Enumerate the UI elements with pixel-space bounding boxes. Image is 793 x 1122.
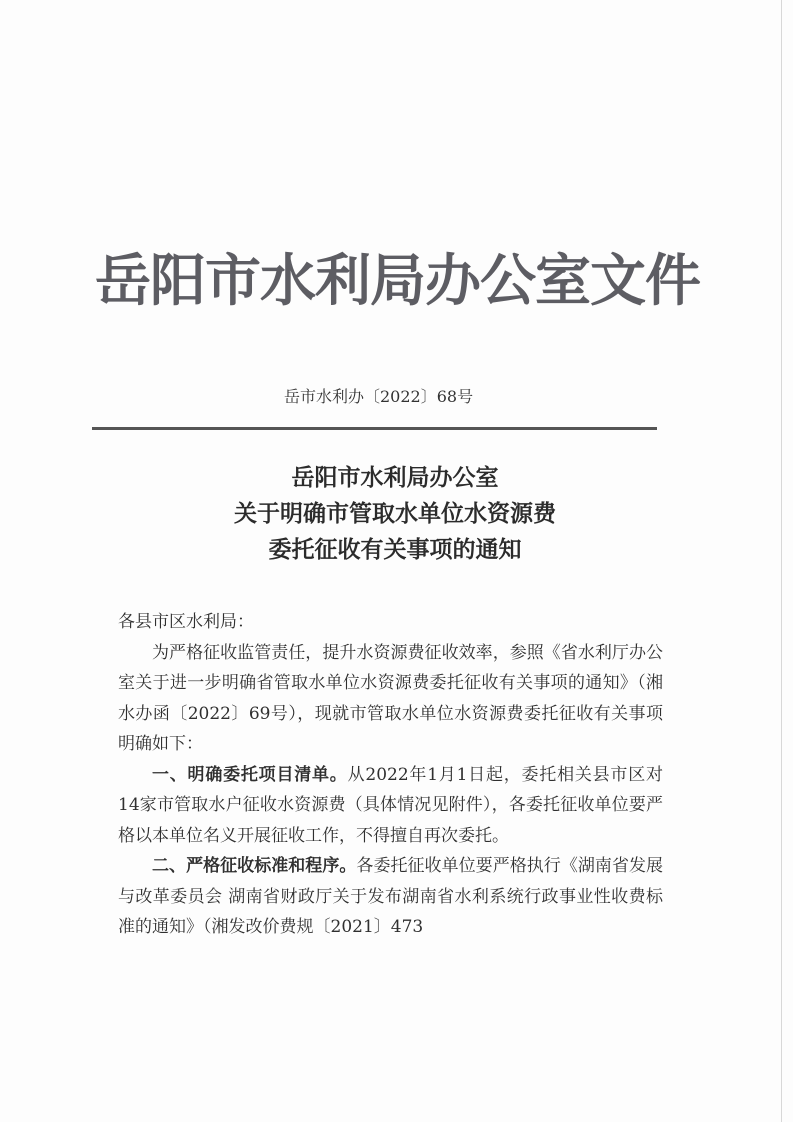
notice-body (118, 607, 663, 943)
section-2-text: 各委托征收单位要严格执行《湖南省发展与改革委员会 湖南省财政厅关于发布湖南省水利系统行政事业性收费标准的通知》（湘发改价费规〔2021〕473 (118, 856, 664, 937)
notice-title-line-3: 委托征收有关事项的通知 (268, 537, 522, 563)
section-1-text: 从2022年1月1日起，委托相关县市区对14家市管取水户征收水资源费（具体情况见附件），各委托征收单位要严格以本单位名义开展征收工作，不得擅自再次委托。 (118, 764, 663, 846)
document-number: 岳市水利办〔2022〕68号 (284, 387, 474, 406)
intro-paragraph: 为严格征收监管责任，提升水资源费征收效率，参照《省水利厅办公室关于进一步明确省管取水单位水资源费委托征收有关事项的通知》（湘水办函〔2022〕69号），现就市管取水单位水资源费委托征收有关事项明确如下： (118, 642, 663, 754)
section-2-paragraph (118, 851, 663, 943)
page-edge (781, 0, 782, 1122)
salutation: 各县市区水利局： (118, 612, 254, 632)
document-header-title: 岳阳市水利局办公室文件 (95, 249, 700, 314)
section-2-heading: 二、严格征收标准和程序。 (152, 856, 357, 876)
section-1-paragraph (118, 760, 663, 852)
section-1-heading: 一、明确委托项目清单。 (152, 764, 348, 785)
header-divider (92, 427, 657, 430)
notice-title-line-2: 关于明确市管取水单位水资源费 (234, 501, 556, 527)
notice-title (180, 460, 610, 568)
notice-title-line-1: 岳阳市水利局办公室 (291, 465, 499, 491)
